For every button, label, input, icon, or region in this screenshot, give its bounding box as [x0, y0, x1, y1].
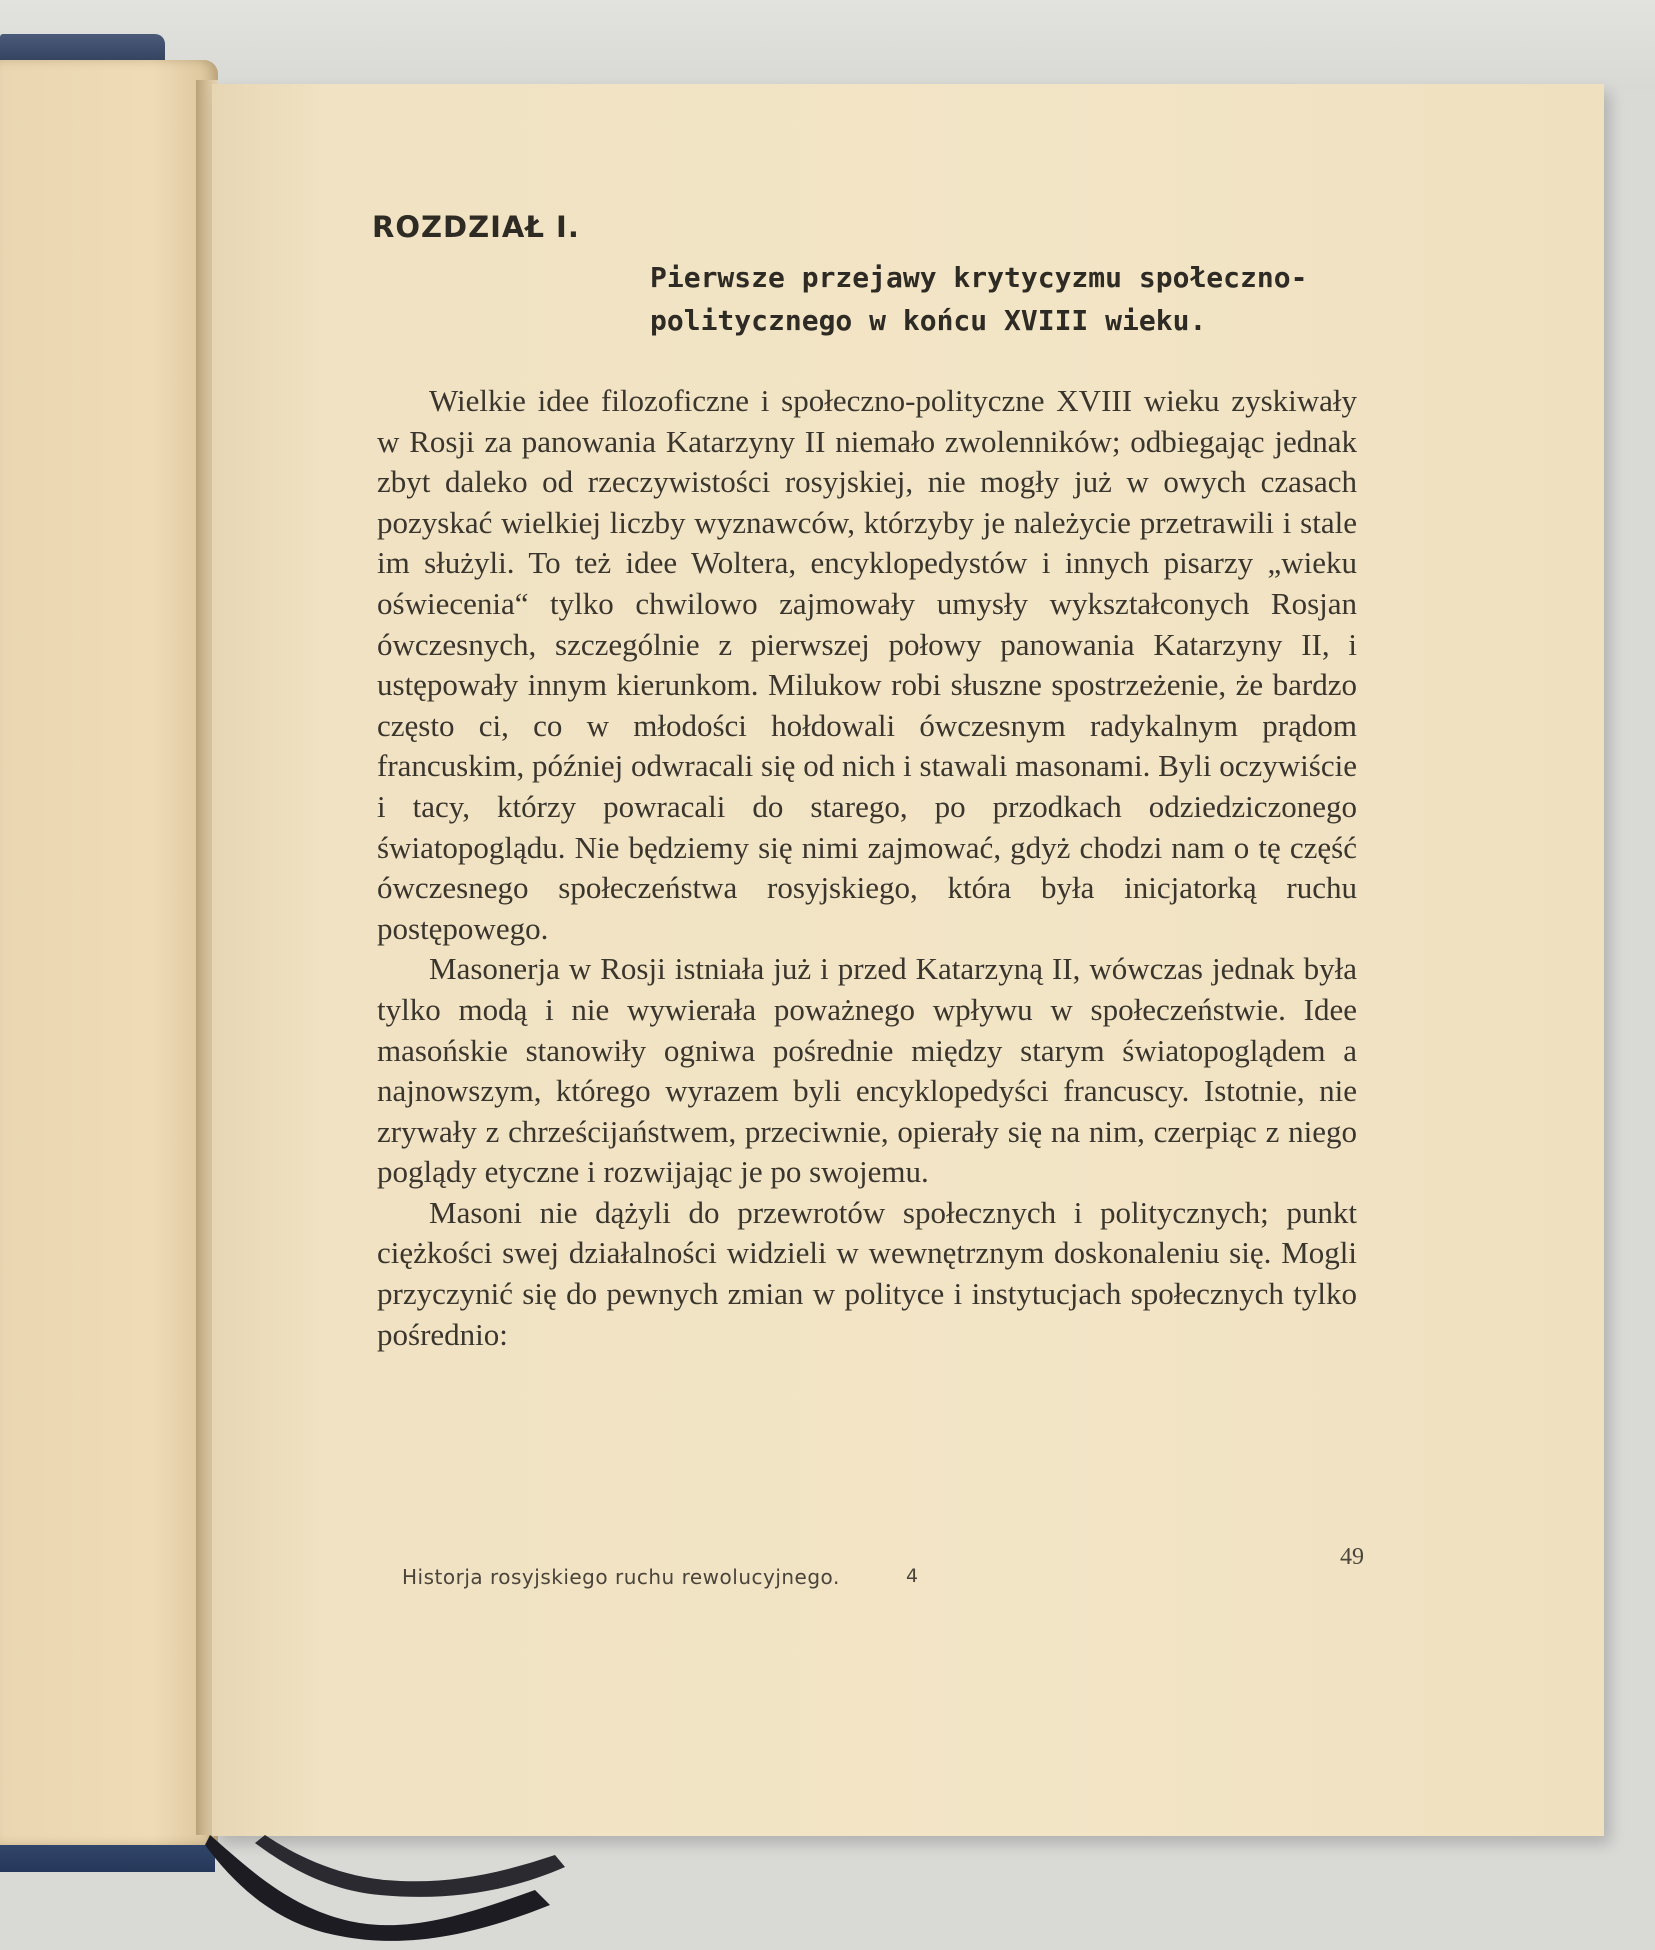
footer-book-title: Historja rosyjskiego ruchu rewolucyjnego.: [402, 1565, 840, 1589]
paragraph: Masonerja w Rosji istniała już i przed Katarzyną II, wówczas jednak była tylko modą i nie wywierała poważnego wpływu w społeczeństwie. Idee masońskie stanowiły ogniwa pośrednie między starym światopoglądem a najnowszym, którego wyrazem byli encyklopedyści francuscy. Istotnie, nie zrywały z chrześcijaństwem, przeciwnie, opierały się na nim, czerpiąc z niego poglądy etyczne i rozwijając je po swojemu.: [377, 951, 1357, 1190]
subtitle-line: Pierwsze przejawy krytycyzmu społeczno-: [650, 261, 1308, 294]
bookmark-ribbon-icon: [205, 1835, 625, 1950]
body-text: [377, 381, 1357, 1355]
background: [0, 0, 1655, 90]
chapter-heading: ROZDZIAŁ I.: [372, 210, 580, 244]
footer-signature-mark: 4: [906, 1565, 919, 1587]
page-number: 49: [1340, 1544, 1364, 1570]
subtitle-line: politycznego w końcu XVIII wieku.: [650, 304, 1207, 337]
paragraph: Wielkie idee filozoficzne i społeczno-polityczne XVIII wieku zyskiwały w Rosji za panowania Katarzyny II niemało zwolenników; odbiegając jednak zbyt daleko od rzeczywistości rosyjskiej, nie mogły już w owych czasach pozyskać wielkiej liczby wyznawców, którzyby je należycie przetrawili i stale im służyli. To też idee Woltera, encyklopedystów i innych pisarzy „wieku oświecenia“ tylko chwilowo zajmowały umysły wykształconych Rosjan ówczesnych, szczególnie z pierwszej połowy panowania Katarzyny II, i ustępowały innym kierunkom. Milukow robi słuszne spostrzeżenie, że bardzo często ci, co w młodości hołdowali ówczesnym radykalnym prądom francuskim, później odwracali się od nich i stawali masonami. Byli oczywiście i tacy, którzy powracali do starego, po przodkach odziedziczonego światopoglądu. Nie będziemy się nimi zajmować, gdyż chodzi nam o tę część ówczesnego społeczeństwa rosyjskiego, która była inicjatorką ruchu postępowego.: [377, 383, 1357, 946]
left-page: [0, 60, 218, 1845]
paragraph: Masoni nie dążyli do przewrotów społecznych i politycznych; punkt ciężkości swej działalności widzieli w wewnętrznym doskonaleniu się. Mogli przyczynić się do pewnych zmian w polityce i instytucjach społecznych tylko pośrednio:: [377, 1194, 1357, 1352]
chapter-subtitle: [650, 256, 1370, 342]
